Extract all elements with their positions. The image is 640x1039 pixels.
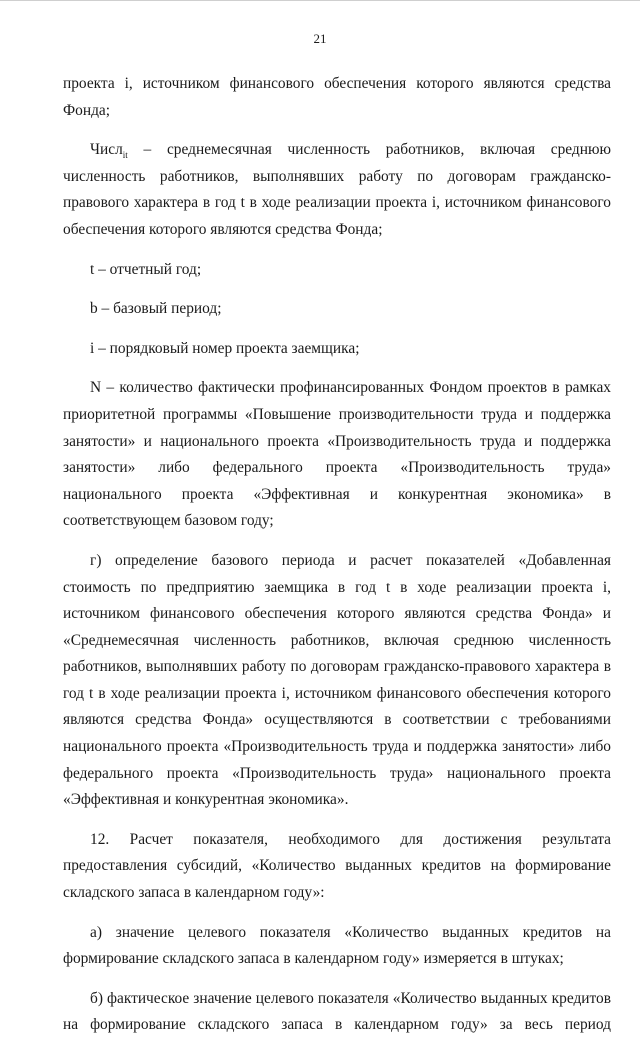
paragraph-continuation: проекта i, источником финансового обеспечения которого являются средства Фонда;: [63, 75, 611, 119]
chisl-definition-text: – среднемесячная численность работников, включая среднюю численность работников, выполнявших работу по договорам гражданско-правового характера в год t в ходе реализации проекта i, источником финансового обеспечения которого являются средства Фонда;: [63, 141, 611, 238]
paragraph-a-value: а) значение целевого показателя «Количество выданных кредитов на формирование складского запаса в календарном году» измеряется в штуках;: [63, 923, 611, 968]
paragraph-t-definition: t – отчетный год;: [90, 260, 202, 278]
document-body: [63, 58, 611, 1039]
paragraph-chisl-definition: [63, 137, 611, 243]
paragraph-g-baseline: г) определение базового периода и расчет показателей «Добавленная стоимость по предприятию заемщика в год t в ходе реализации проекта i, источником финансового обеспечения которого являются средства Фонда» и «Среднемесячная численность работников, включая среднюю численность работников, выполнявших работу по договорам гражданско-правового характера в год t в ходе реализации проекта i, источником финансового обеспечения которого являются средства Фонда» осуществляются в соответствии с требованиями национального проекта «Производительность труда и поддержка занятости» либо федерального проекта «Производительность труда» национального проекта «Эффективная и конкурентная экономика».: [63, 551, 611, 809]
paragraph-b-definition: b – базовый период;: [90, 300, 222, 318]
variable-chisl: Числ: [90, 141, 123, 159]
page-top-border: [0, 0, 640, 1]
paragraph-b-actual: б) фактическое значение целевого показателя «Количество выданных кредитов на формирование складского запаса в календарном году» за весь период: [63, 989, 611, 1034]
page-number: 21: [313, 31, 327, 46]
paragraph-n-definition: N – количество фактически профинансированных Фондом проектов в рамках приоритетной программы «Повышение производительности труда и поддержка занятости» и национального проекта «Производительность труда и поддержка занятости» либо федерального проекта «Производительность труда» национального проекта «Эффективная и конкурентная экономика» в соответствующем базовом году;: [63, 379, 611, 530]
variable-subscript: it: [122, 150, 128, 161]
paragraph-i-definition: i – порядковый номер проекта заемщика;: [90, 339, 360, 357]
paragraph-item-12: 12. Расчет показателя, необходимого для достижения результата предоставления субсидий, «Количество выданных кредитов на формирование складского запаса в календарном году»:: [63, 830, 611, 902]
